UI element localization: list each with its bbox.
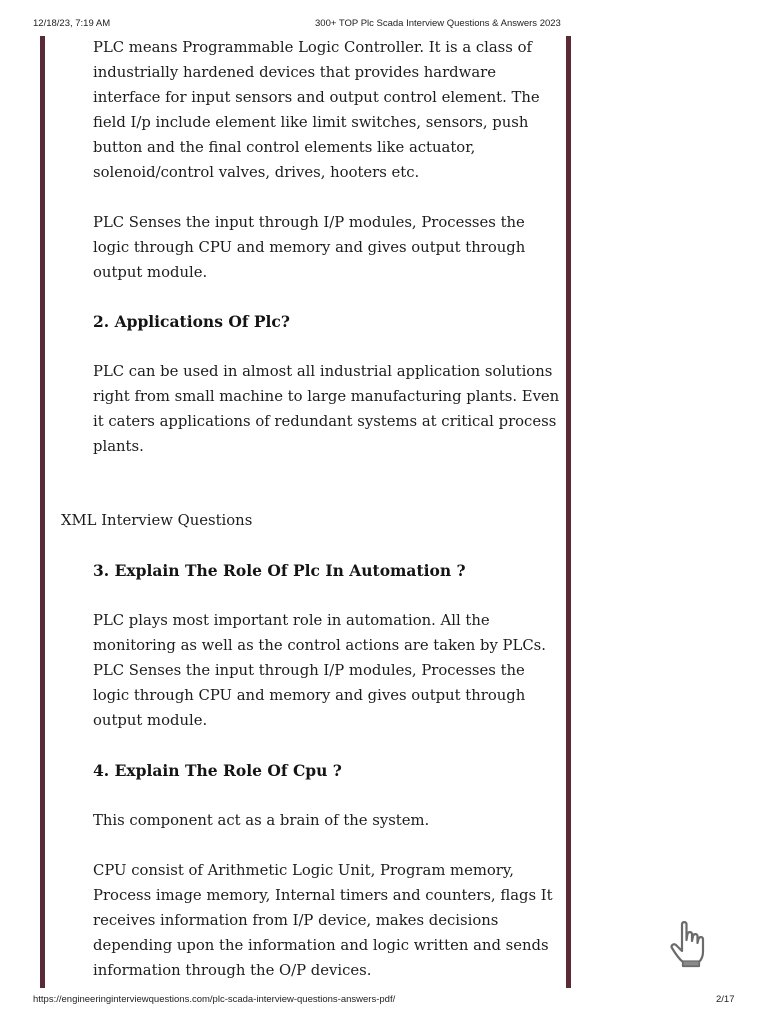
- paragraph-plc-automation: PLC plays most important role in automation. All the monitoring as well as the control actions are taken by PLCs. PLC Senses the input through I/P modules, Processes the logic through CPU and memory and gives output through output module.: [93, 612, 546, 729]
- paragraph-cpu-brain: This component act as a brain of the system.: [93, 812, 430, 829]
- print-date: 12/18/23, 7:19 AM: [33, 18, 111, 29]
- paragraph-plc-senses: PLC Senses the input through I/P modules, Processes the logic through CPU and memory and gives output through output module.: [93, 214, 526, 281]
- print-footer: [0, 994, 768, 1008]
- page-url[interactable]: https://engineeringinterviewquestions.com/plc-scada-interview-questions-answers-pdf/: [33, 994, 396, 1005]
- paragraph-plc-definition: PLC means Programmable Logic Controller. It is a class of industrially hardened devices that provides hardware interface for input sensors and output control element. The field I/p include element like limit switches, sensors, push button and the final control elements like actuator, solenoid/control valves, drives, hooters etc.: [93, 39, 540, 181]
- page-number: 2/17: [716, 994, 735, 1005]
- hand-pointer-icon: [668, 920, 714, 970]
- related-link-xml[interactable]: XML Interview Questions: [61, 512, 253, 529]
- question-heading-4: 4. Explain The Role Of Cpu ?: [93, 761, 342, 780]
- question-heading-2: 2. Applications Of Plc?: [93, 312, 290, 331]
- paragraph-plc-applications: PLC can be used in almost all industrial application solutions right from small machine to large manufacturing plants. Even it caters applications of redundant systems at critical process plants.: [93, 363, 560, 455]
- document-title: 300+ TOP Plc Scada Interview Questions & Answers 2023: [315, 18, 561, 29]
- question-heading-3: 3. Explain The Role Of Plc In Automation ?: [93, 561, 466, 580]
- paragraph-cpu-components: CPU consist of Arithmetic Logic Unit, Program memory, Process image memory, Internal timers and counters, flags It receives information from I/P device, makes decisions depending upon the information and logic written and sends information through the O/P devices.: [93, 862, 553, 979]
